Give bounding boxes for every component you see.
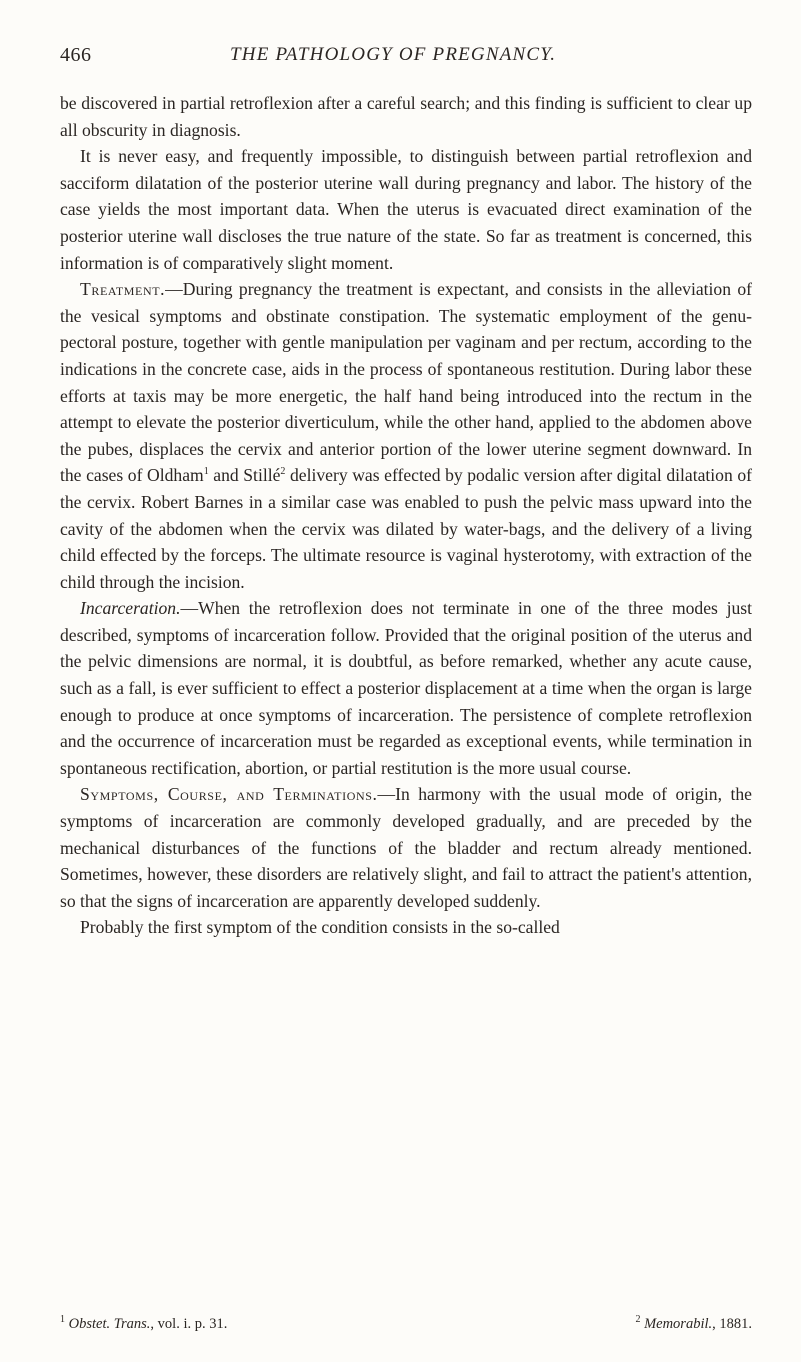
paragraph-symptoms xyxy=(60,781,752,914)
section-heading-treatment: Treatment. xyxy=(80,279,166,300)
footnote-1-mark: 1 xyxy=(60,1314,65,1326)
page-header xyxy=(60,44,750,76)
footnote-2-ref: , 1881. xyxy=(712,1316,752,1332)
body-text xyxy=(60,90,752,941)
symptoms-text: —In harmony with the usual mode of origin, the symptoms of incarceration are commonly developed gradually, and are preceded by the mechanical disturbances of the functions of the bladder and rectum already mentioned. Sometimes, however, these disorders are relatively slight, and fail to attract the patient's attention, so that the signs of incarceration are apparently developed suddenly. xyxy=(60,784,752,911)
treatment-text-part-1: —During pregnancy the treatment is expectant, and consists in the alleviation of the vesical symptoms and obstinate constipation. The systematic employment of the genu-pectoral posture, together with gentle manipulation per vaginam and per rectum, according to the indications in the concrete case, aids in the process of spontaneous restitution. During labor these efforts at taxis may be more energetic, the half hand being introduced into the rectum in the attempt to elevate the posterior diverticulum, while the other hand, applied to the abdomen above the pubes, displaces the cervix and anterior portion of the lower uterine segment downward. In the cases of Oldham xyxy=(60,279,752,486)
paragraph-continuation: be discovered in partial retroflexion after a careful search; and this finding is sufficient to clear up all obscurity in diagnosis. xyxy=(60,93,752,140)
section-heading-incarceration: Incarceration. xyxy=(80,598,181,619)
footnote-2 xyxy=(635,1316,752,1333)
footnote-1-source: Obstet. Trans. xyxy=(68,1316,151,1332)
running-title: THE PATHOLOGY OF PREGNANCY. xyxy=(230,44,557,65)
paragraph-diagnosis: It is never easy, and frequently impossible, to distinguish between partial retroflexion and sacciform dilatation of the posterior uterine wall during pregnancy and labor. The history of the case yields the most important data. When the uterus is evacuated direct examination of the posterior uterine wall discloses the true nature of the state. So far as treatment is concerned, this information is of comparatively slight moment. xyxy=(60,146,752,273)
footnote-marker-1: 1 xyxy=(203,466,209,478)
footnote-1-ref: , vol. i. p. 31. xyxy=(150,1316,228,1332)
page-number: 466 xyxy=(60,44,92,66)
treatment-text-part-3: delivery was effected by podalic version after digital dilatation of the cervix. Robert Barnes in a similar case was enabled to push the pelvic mass upward into the cavity of the abdomen when the cervix was dilated by water-bags, and the delivery of a living child effected by the forceps. The ultimate resource is vaginal hysterotomy, with extraction of the child through the incision. xyxy=(60,465,752,592)
paragraph-incarceration xyxy=(60,595,752,781)
footnote-marker-2: 2 xyxy=(280,466,286,478)
paragraph-treatment xyxy=(60,276,752,595)
section-heading-symptoms: Symptoms, Course, and Terminations. xyxy=(80,784,378,805)
paragraph-first-symptom: Probably the first symptom of the condition consists in the so-called xyxy=(80,917,560,938)
footnote-2-mark: 2 xyxy=(635,1314,641,1326)
footnote-1 xyxy=(60,1316,227,1333)
footnote-2-source: Memorabil. xyxy=(644,1316,713,1332)
treatment-text-part-2: and Stillé xyxy=(208,465,281,486)
incarceration-text: —When the retroflexion does not terminate in one of the three modes just described, symptoms of incarceration follow. Provided that the original position of the uterus and the pelvic dimensions are normal, it is doubtful, as before remarked, whether any acute cause, such as a fall, is ever sufficient to effect a posterior displacement at a time when the organ is large enough to produce at once symptoms of incarceration. The persistence of complete retroflexion and the occurrence of incarceration must be regarded as exceptional events, while termination in spontaneous rectification, abortion, or partial restitution is the more usual course. xyxy=(60,598,752,778)
footnotes xyxy=(60,1316,752,1340)
